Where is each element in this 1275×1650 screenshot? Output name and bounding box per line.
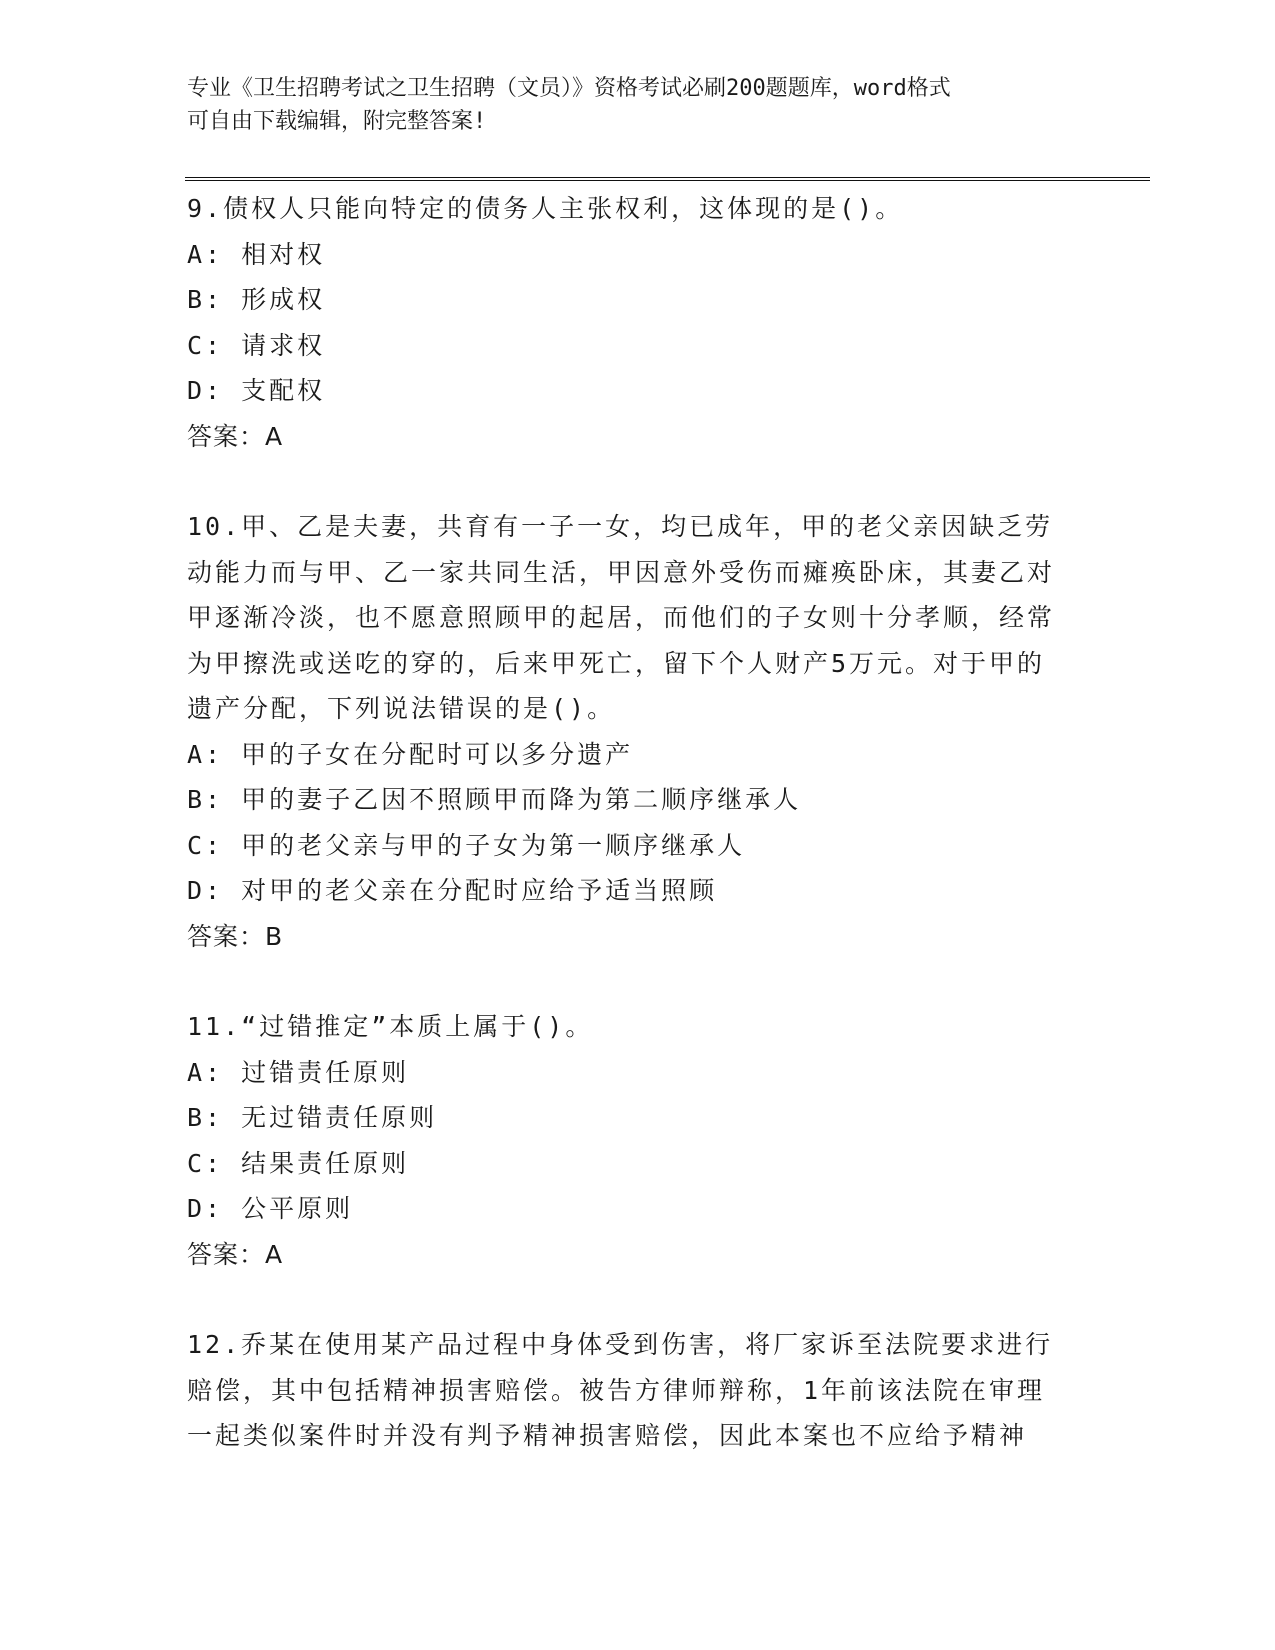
option-b: B: 无过错责任原则 [187,1103,438,1132]
header-line-1: 专业《卫生招聘考试之卫生招聘（文员）》资格考试必刷200题题库，word格式 [187,76,951,101]
option-a: A: 相对权 [187,239,326,269]
question-9 [187,186,1067,459]
option-a: A: 甲的子女在分配时可以多分遗产 [187,739,634,769]
question-12 [187,1322,1067,1459]
header-divider [185,177,1150,181]
answer: 答案：B [187,921,284,951]
option-c: C: 请求权 [187,330,326,360]
option-c: C: 甲的老父亲与甲的子女为第一顺序继承人 [187,830,746,860]
option-d: D: 对甲的老父亲在分配时应给予适当照顾 [187,876,718,905]
answer: 答案：A [187,421,284,451]
option-d: D: 支配权 [187,376,326,405]
option-d: D: 公平原则 [187,1194,354,1223]
answer: 答案：A [187,1239,284,1269]
question-stem: 10.甲、乙是夫妻，共育有一子一女，均已成年，甲的老父亲因缺乏劳动能力而与甲、乙一家共同生活，甲因意外受伤而瘫痪卧床，其妻乙对甲逐渐冷淡，也不愿意照顾甲的起居，而他们的子女则十分孝顺，经常为甲擦洗或送吃的穿的，后来甲死亡，留下个人财产5万元。对于甲的遗产分配，下列说法错误的是()。 [187,512,1056,723]
option-c: C: 结果责任原则 [187,1148,410,1178]
option-a: A: 过错责任原则 [187,1057,410,1087]
question-stem: 12.乔某在使用某产品过程中身体受到伤害，将厂家诉至法院要求进行赔偿，其中包括精神损害赔偿。被告方律师辩称，1年前该法院在审理一起类似案件时并没有判予精神损害赔偿，因此本案也不应给予精神 [187,1330,1054,1450]
header-line-2: 可自由下载编辑，附完整答案! [187,109,487,134]
question-list [187,186,1067,1504]
option-b: B: 形成权 [187,285,326,314]
question-10 [187,504,1067,959]
question-11 [187,1004,1067,1277]
option-b: B: 甲的妻子乙因不照顾甲而降为第二顺序继承人 [187,785,802,814]
question-stem: 9.债权人只能向特定的债务人主张权利，这体现的是()。 [187,194,904,223]
question-stem: 11.“过错推定”本质上属于()。 [187,1012,594,1041]
document-header [187,72,1087,138]
